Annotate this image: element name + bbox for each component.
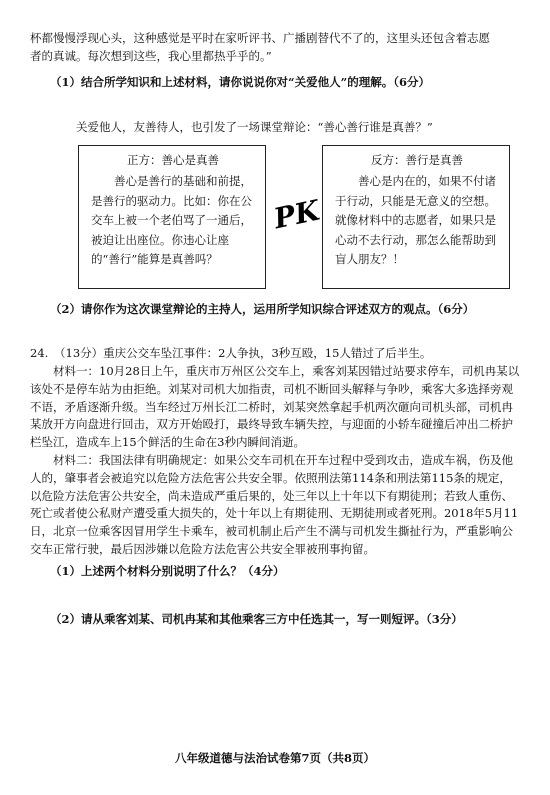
question-24-2: （2）请从乘客刘某、司机冉某和其他乘客三方中任选其一，写一则短评。（3分）: [50, 611, 463, 626]
pro-side-title: 正方：善心是真善: [127, 153, 219, 168]
exam-page: [30, 30, 520, 628]
material-2: 材料二：我国法律有明确规定：如果公交车司机在开车过程中受到攻击，造成车祸，伤及他人的，肇事者会被追究以危险方法危害公共安全罪。依照刑法第114条和刑法第115条的规定，以危险方法危害公共安全，尚未造成严重后果的，处三年以上十年以下有期徒刑；若致人重伤、死亡或者使公私财产遭受重大损失的，处十年以上有期徒刑、无期徒刑或者死刑。2018年5月11日，北京一位乘客因冒用学生卡乘车，被司机制止后产生不满与司机发生撕扯行为，严重影响公交车正常行驶，最后因涉嫌以危险方法危害公共安全罪被刑事拘留。: [30, 452, 519, 556]
page-footer: 八年级道德与法治试卷第7页（共8页）: [174, 751, 375, 765]
question-23-1: （1）结合所学知识和上述材料，请你说说你对“关爱他人”的理解。（6分）: [50, 74, 430, 89]
con-side-box: [322, 145, 510, 289]
intro-line-2: 者的真诚。每次想到这些，我心里都热乎乎的。”: [30, 48, 272, 63]
question-24-heading: 24. （13分）重庆公交车坠江事件：2人争执，3秒互殴，15人错过了后半生。: [30, 346, 432, 361]
intro-line-1: 杯都慢慢浮现心头，这种感觉是平时在家听评书、广播剧替代不了的，这里头还包含着志愿: [30, 31, 490, 45]
con-side-title: 反方：善行是真善: [371, 153, 463, 168]
pro-side-body: 善心是善行的基础和前提，是善行的驱动力。比如：你在公交车上被一个老伯骂了一通后，被迫让出座位。你违心让座的“善行”能算是真善吗？: [91, 174, 252, 267]
pk-label: PK: [271, 193, 323, 236]
question-23-2: （2）请你作为这次课堂辩论的主持人，运用所学知识综合评述双方的观点。（6分）: [50, 302, 475, 317]
con-side-body: 善心是内在的，如果不付诸于行动，只能是无意义的空想。就像材料中的志愿者，如果只是心动不去行动，那怎么能帮助到盲人朋友？！: [335, 174, 496, 267]
debate-boxes: [30, 145, 520, 295]
material-1: 材料一：10月28日上午，重庆市万州区公交车上，乘客刘某因错过站要求停车，司机冉某以该处不是停车站为由拒绝。刘某对司机大加指责，司机不断回头解释与争吵，乘客大多选择旁观不语，矛盾逐渐升级。当车经过万州长江二桥时，刘某突然拿起手机两次砸向司机头部，司机冉某放开方向盘进行回击，双方开始殴打，最终导致车辆失控，与迎面的小轿车碰撞后冲出二桥护栏坠江，造成车上15个鲜活的生命在3秒内瞬间消逝。: [30, 363, 520, 450]
debate-intro: 关爱他人，友善待人，也引发了一场课堂辩论：“善心善行谁是真善？”: [76, 120, 433, 135]
question-24-1: （1）上述两个材料分别说明了什么？（4分）: [50, 563, 285, 578]
pro-side-box: [78, 145, 266, 289]
